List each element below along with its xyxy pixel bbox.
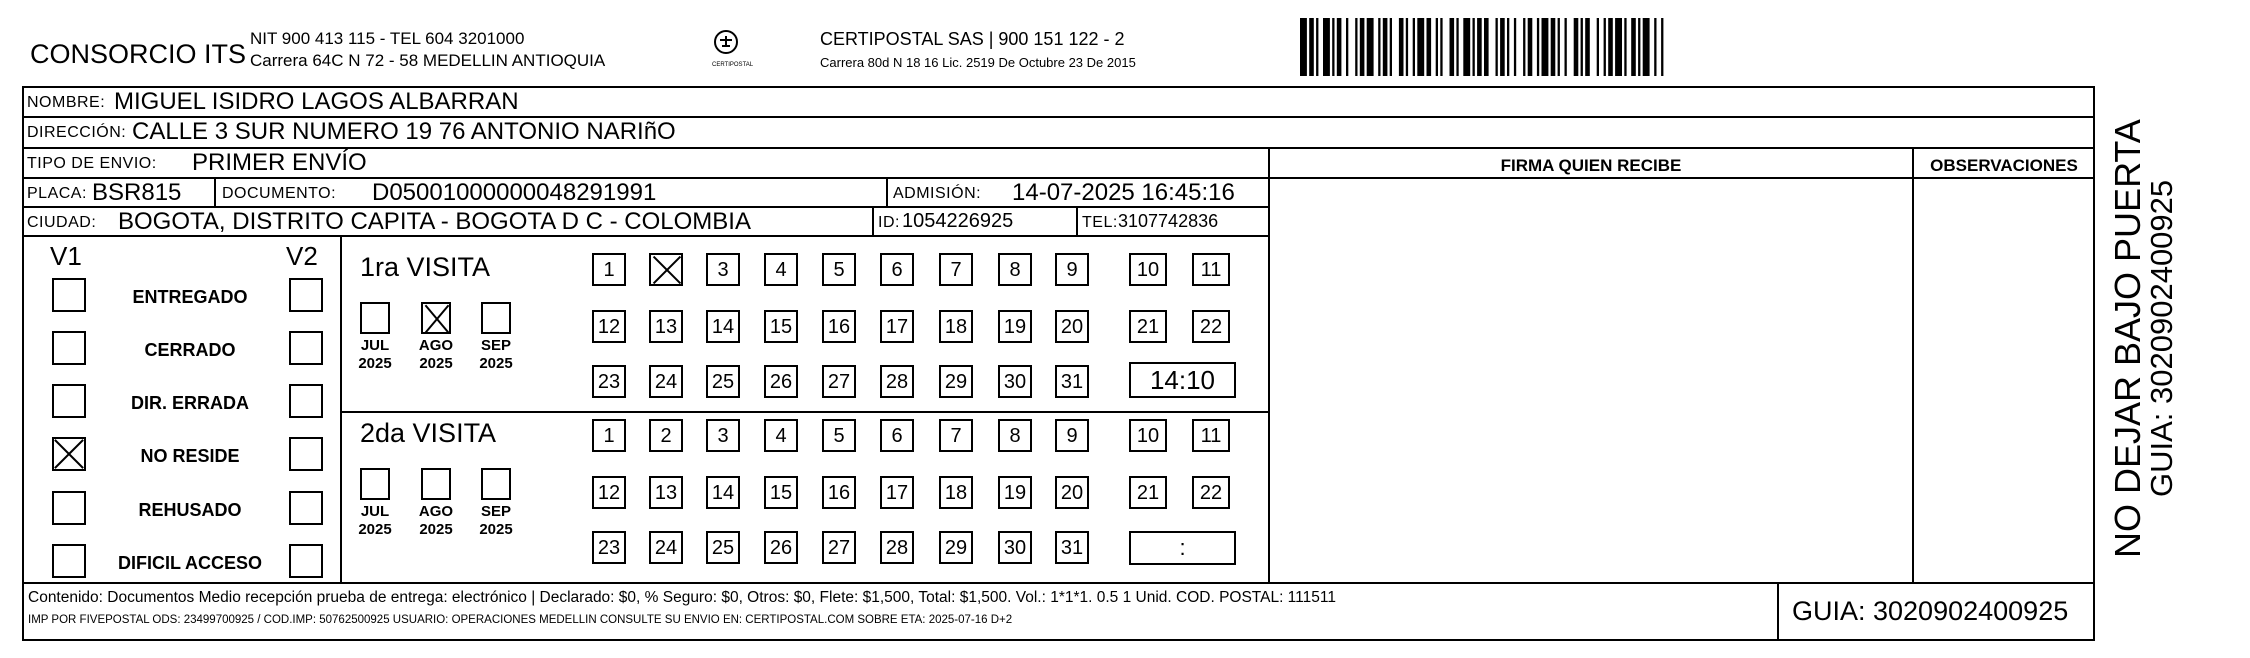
visit1-month-label: JUL 2025	[358, 337, 392, 372]
direccion-label: DIRECCIÓN:	[27, 124, 127, 141]
visit1-day-box[interactable]: 15	[764, 310, 798, 343]
visit2-day-box[interactable]: 30	[998, 531, 1032, 564]
visit2-day-box[interactable]: 3	[706, 419, 740, 452]
visit1-day-box[interactable]: 16	[822, 310, 856, 343]
visit1-day-box[interactable]: 27	[822, 365, 856, 398]
visit2-day-box[interactable]: 5	[822, 419, 856, 452]
visit2-day-box[interactable]: 22	[1192, 476, 1230, 509]
visit1-day-box[interactable]: 4	[764, 253, 798, 286]
visit2-day-box[interactable]: 14	[706, 476, 740, 509]
visit1-day-box[interactable]: 9	[1055, 253, 1089, 286]
visit1-day-box[interactable]: 25	[706, 365, 740, 398]
visit1-day-box[interactable]: 30	[998, 365, 1032, 398]
status-label: DIR. ERRADA	[130, 393, 249, 413]
visit2-day-box[interactable]: 4	[764, 419, 798, 452]
visit2-day-box[interactable]: 24	[649, 531, 683, 564]
visit1-day-box[interactable]: 14	[706, 310, 740, 343]
visit1-day-box[interactable]: 20	[1055, 310, 1089, 343]
status-label: DIFICIL ACCESO	[117, 553, 262, 573]
company-name: CONSORCIO ITS	[30, 39, 247, 69]
v1-checkbox[interactable]	[52, 544, 86, 578]
tel-label: TEL:	[1082, 214, 1118, 231]
visit2-day-box[interactable]: 25	[706, 531, 740, 564]
visit1-month-label: SEP 2025	[479, 337, 513, 372]
ciudad-label: CIUDAD:	[27, 214, 97, 231]
barcode	[1300, 18, 1770, 76]
carrier-line-2: Carrera 80d N 18 16 Lic. 2519 De Octubre 23 De 2015	[820, 55, 1136, 70]
v1-checkbox[interactable]	[52, 278, 86, 312]
v2-checkbox[interactable]	[289, 437, 323, 471]
side-warning: NO DEJAR BAJO PUERTA	[2107, 119, 2148, 558]
company-line-1: NIT 900 413 115 - TEL 604 3201000	[250, 29, 525, 48]
visit1-day-box[interactable]: 28	[880, 365, 914, 398]
footer-print-info: IMP POR FIVEPOSTAL ODS: 23499700925 / COD.IMP: 50762500925 USUARIO: OPERACIONES MEDELLIN CONSULTE SU ENVIO EN: CERTIPOSTAL.COM SOBRE ETA: 2025-07-16 D+2	[28, 614, 1013, 626]
ciudad-value: BOGOTA, DISTRITO CAPITA - BOGOTA D C - COLOMBIA	[118, 208, 751, 235]
v1-header: V1	[50, 241, 82, 271]
placa-value: BSR815	[92, 179, 182, 206]
footer-contents: Contenido: Documentos Medio recepción prueba de entrega: electrónico | Declarado: $0, % Seguro: $0, Otros: $0, Flete: $1,500, Total: $1,500. Vol.: 1*1*1. 0.5 1 Unid. COD. POSTAL: 111511	[28, 589, 1336, 606]
visit1-day-box[interactable]: 18	[939, 310, 973, 343]
documento-value: D05001000000048291991	[372, 179, 657, 206]
v2-checkbox[interactable]	[289, 331, 323, 365]
visit2-month-label: AGO 2025	[418, 503, 454, 538]
visit1-day-box[interactable]: 11	[1192, 253, 1230, 286]
status-label: ENTREGADO	[132, 287, 248, 307]
visit1-day-box[interactable]: 8	[998, 253, 1032, 286]
visit2-day-box[interactable]: 15	[764, 476, 798, 509]
v1-checkbox[interactable]	[52, 491, 86, 525]
visit1-day-box[interactable]: 1	[592, 253, 626, 286]
nombre-value: MIGUEL ISIDRO LAGOS ALBARRAN	[114, 88, 519, 115]
tipo-envio-label: TIPO DE ENVIO:	[27, 155, 157, 172]
visit2-day-box[interactable]: 8	[998, 419, 1032, 452]
carrier-line-1: CERTIPOSTAL SAS | 900 151 122 - 2	[820, 29, 1125, 49]
visit1-day-box[interactable]: 3	[706, 253, 740, 286]
v2-checkbox[interactable]	[289, 544, 323, 578]
company-line-2: Carrera 64C N 72 - 58 MEDELLIN ANTIOQUIA	[250, 51, 606, 70]
visit2-day-box[interactable]: 1	[592, 419, 626, 452]
visit1-day-box[interactable]	[649, 253, 683, 286]
visit1-day-box[interactable]: 6	[880, 253, 914, 286]
visit2-day-box[interactable]: 21	[1129, 476, 1167, 509]
visit1-day-box[interactable]: 12	[592, 310, 626, 343]
firma-header: FIRMA QUIEN RECIBE	[1500, 156, 1682, 175]
id-value: 1054226925	[902, 210, 1014, 232]
visit1-day-box[interactable]: 22	[1192, 310, 1230, 343]
visit2-day-box[interactable]: 18	[939, 476, 973, 509]
footer-guia: GUIA: 3020902400925	[1792, 596, 2069, 626]
visit1-day-box[interactable]: 24	[649, 365, 683, 398]
visit1-month-checkbox[interactable]	[360, 302, 390, 334]
visit1-day-box[interactable]: 31	[1055, 365, 1089, 398]
visit2-day-box[interactable]: 6	[880, 419, 914, 452]
v2-checkbox[interactable]	[289, 491, 323, 525]
visit2-day-box[interactable]: 16	[822, 476, 856, 509]
tipo-envio-value: PRIMER ENVÍO	[192, 149, 367, 176]
visit2-day-box[interactable]: 7	[939, 419, 973, 452]
visit1-day-box[interactable]: 19	[998, 310, 1032, 343]
visit1-day-box[interactable]: 23	[592, 365, 626, 398]
visit2-day-box[interactable]: 10	[1129, 419, 1167, 452]
visit1-time: 14:10	[1129, 362, 1236, 398]
nombre-label: NOMBRE:	[27, 94, 106, 111]
carrier-logo-text: CERTIPOSTAL	[712, 62, 754, 68]
visit1-title: 1ra VISITA	[360, 252, 491, 282]
visit2-day-box[interactable]: 19	[998, 476, 1032, 509]
visit2-month-label: SEP 2025	[479, 503, 513, 538]
visit1-day-box[interactable]: 10	[1129, 253, 1167, 286]
status-label: NO RESIDE	[140, 446, 240, 466]
status-label: CERRADO	[144, 340, 236, 360]
visit2-day-box[interactable]: 20	[1055, 476, 1089, 509]
side-guia: GUIA: 3020902400925	[2144, 179, 2179, 497]
v2-checkbox[interactable]	[289, 278, 323, 312]
visit2-day-box[interactable]: 12	[592, 476, 626, 509]
visit2-month-checkbox[interactable]	[360, 468, 390, 500]
admision-value: 14-07-2025 16:45:16	[1012, 179, 1235, 206]
placa-label: PLACA:	[27, 185, 87, 202]
visit2-day-box[interactable]: 28	[880, 531, 914, 564]
visit2-day-box[interactable]: 27	[822, 531, 856, 564]
visit2-month-checkbox[interactable]	[421, 468, 451, 500]
visit1-month-label: AGO 2025	[418, 337, 454, 372]
visit2-title: 2da VISITA	[360, 418, 497, 448]
visit1-day-box[interactable]: 17	[880, 310, 914, 343]
status-label: REHUSADO	[138, 500, 242, 520]
v1-checkbox[interactable]	[52, 384, 86, 418]
v2-header: V2	[286, 241, 318, 271]
v2-checkbox[interactable]	[289, 384, 323, 418]
visit2-day-box[interactable]: 9	[1055, 419, 1089, 452]
admision-label: ADMISIÓN:	[893, 185, 982, 202]
visit1-day-box[interactable]: 13	[649, 310, 683, 343]
visit1-day-box[interactable]: 5	[822, 253, 856, 286]
visit1-month-checkbox[interactable]	[421, 302, 451, 334]
visit2-day-box[interactable]: 26	[764, 531, 798, 564]
visit1-day-box[interactable]: 26	[764, 365, 798, 398]
visit2-day-box[interactable]: 11	[1192, 419, 1230, 452]
visit2-day-box[interactable]: 2	[649, 419, 683, 452]
visit1-day-box[interactable]: 29	[939, 365, 973, 398]
visit2-month-label: JUL 2025	[358, 503, 392, 538]
v1-checkbox[interactable]	[52, 437, 86, 471]
visit1-day-box[interactable]: 21	[1129, 310, 1167, 343]
documento-label: DOCUMENTO:	[222, 185, 337, 202]
visit2-day-box[interactable]: 31	[1055, 531, 1089, 564]
observaciones-header: OBSERVACIONES	[1930, 156, 2078, 175]
visit2-day-box[interactable]: 17	[880, 476, 914, 509]
visit2-time: :	[1129, 531, 1236, 565]
visit2-day-box[interactable]: 13	[649, 476, 683, 509]
direccion-value: CALLE 3 SUR NUMERO 19 76 ANTONIO NARIñO	[132, 118, 676, 145]
visit2-day-box[interactable]: 29	[939, 531, 973, 564]
visit1-day-box[interactable]: 7	[939, 253, 973, 286]
v1-checkbox[interactable]	[52, 331, 86, 365]
visit1-month-checkbox[interactable]	[481, 302, 511, 334]
id-label: ID:	[878, 214, 900, 231]
tel-value: 3107742836	[1118, 211, 1219, 231]
visit2-day-box[interactable]: 23	[592, 531, 626, 564]
visit2-month-checkbox[interactable]	[481, 468, 511, 500]
